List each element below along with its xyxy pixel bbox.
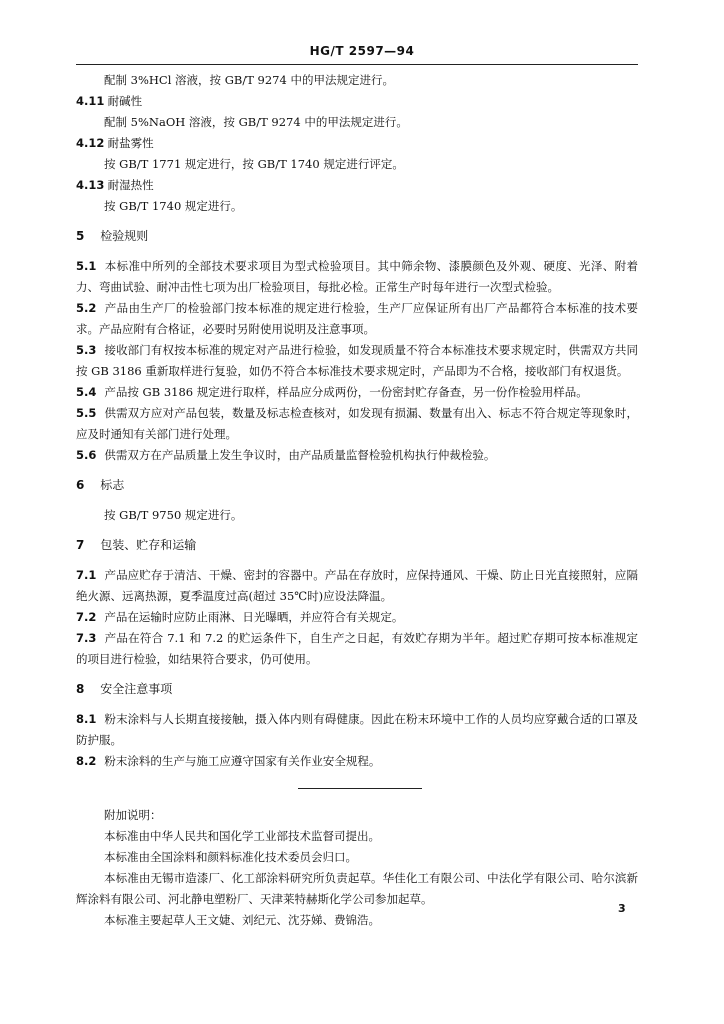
clause-number: 5.4 [76,385,97,399]
header-rule [76,64,638,65]
clause-5-2 [76,298,638,340]
section-title: 包装、贮存和运输 [100,538,197,552]
clause-7-1 [76,565,638,607]
section-number: 6 [76,478,85,492]
note-drafting-units: 本标准由无锡市造漆厂、化工部涂料研究所负责起草。华佳化工有限公司、中法化学有限公司、哈尔滨新辉涂料有限公司、河北静电塑粉厂、天津莱特赫斯化学公司参加起草。 [76,871,638,906]
clause-number: 5.3 [76,343,97,357]
clause-4-11-heading [76,91,638,112]
clause-number: 8.2 [76,754,97,768]
clause-number: 5.6 [76,448,97,462]
clause-4-11-text: 配制 5%NaOH 溶液，按 GB/T 9274 中的甲法规定进行。 [104,115,408,129]
clause-number: 7.3 [76,631,97,645]
clause-text: 供需双方在产品质量上发生争议时，由产品质量监督检验机构执行仲裁检验。 [104,448,496,462]
section-5-heading [76,226,638,247]
clause-text: 供需双方应对产品包装，数量及标志检查核对，如发现有损漏、数量有出入、标志不符合规定等现象时，应及时通知有关部门进行处理。 [76,406,638,441]
clause-5-5 [76,403,638,445]
section-title: 标志 [100,478,125,492]
clause-7-3 [76,628,638,670]
page-number: 3 [618,902,626,915]
clause-text: 产品由生产厂的检验部门按本标准的规定进行检验，生产厂应保证所有出厂产品都符合本标准的技术要求。产品应附有合格证，必要时另附使用说明及注意事项。 [76,301,638,336]
clause-text: 粉末涂料与人长期直接接触，摄入体内则有碍健康。因此在粉末环境中工作的人员均应穿戴合适的口罩及防护服。 [76,712,638,747]
clause-5-4 [76,382,638,403]
section-number: 7 [76,538,85,552]
clause-number: 5.5 [76,406,97,420]
clause-number: 4.11 [76,94,105,108]
section-8-heading [76,679,638,700]
clause-text: 产品在运输时应防止雨淋、日光曝晒，并应符合有关规定。 [104,610,404,624]
clause-8-2 [76,751,638,772]
section-6-text: 按 GB/T 9750 规定进行。 [104,508,243,522]
clause-number: 8.1 [76,712,97,726]
clause-text: 本标准中所列的全部技术要求项目为型式检验项目。其中筛余物、漆膜颜色及外观、硬度、光泽、附着力、弯曲试验、耐冲击性七项为出厂检验项目，每批必检。正常生产时每年进行一次型式检验。 [76,259,638,294]
clause-8-1 [76,709,638,751]
section-title: 检验规则 [100,229,149,243]
clause-text: 粉末涂料的生产与施工应遵守国家有关作业安全规程。 [104,754,381,768]
clause-5-3 [76,340,638,382]
section-number: 5 [76,229,85,243]
clause-5-6 [76,445,638,466]
clause-title: 耐湿热性 [107,178,154,192]
clause-title: 耐盐雾性 [107,136,154,150]
clause-text: 产品按 GB 3186 规定进行取样，样品应分成两份，一份密封贮存备查，另一份作检验用样品。 [104,385,588,399]
clause-5-1 [76,256,638,298]
clause-number: 4.13 [76,178,105,192]
clause-text: 产品在符合 7.1 和 7.2 的贮运条件下，自生产之日起，有效贮存期为半年。超过贮存期可按本标准规定的项目进行检验，如结果符合要求，仍可使用。 [76,631,638,666]
clause-4-13-text: 按 GB/T 1740 规定进行。 [104,199,243,213]
clause-number: 5.2 [76,301,97,315]
clause-7-2 [76,607,638,628]
section-title: 安全注意事项 [100,682,173,696]
clause-text: 接收部门有权按本标准的规定对产品进行检验，如发现质量不符合本标准技术要求规定时，供需双方共同按 GB 3186 重新取样进行复验，如仍不符合本标准技术要求规定时，产品即为不合格，接收部门有权退货。 [76,343,638,378]
notes-divider [298,788,422,789]
clause-4-12-heading [76,133,638,154]
clause-text: 产品应贮存于清洁、干燥、密封的容器中。产品在存放时，应保持通风、干燥、防止日光直接照射，应隔绝火源、远离热源，夏季温度过高(超过 35℃时)应设法降温。 [76,568,638,603]
section-number: 8 [76,682,85,696]
clause-4-12-text: 按 GB/T 1771 规定进行，按 GB/T 1740 规定进行评定。 [104,157,404,171]
section-6-heading [76,475,638,496]
clause-number: 4.12 [76,136,105,150]
document-body [76,70,638,931]
notes-heading: 附加说明： [104,808,162,822]
clause-number: 7.1 [76,568,97,582]
section-7-heading [76,535,638,556]
clause-4-13-heading [76,175,638,196]
note-committee: 本标准由全国涂料和颜料标准化技术委员会归口。 [104,850,357,864]
clause-number: 7.2 [76,610,97,624]
note-drafters: 本标准主要起草人王文婕、刘纪元、沈芬娣、费锦浩。 [104,913,380,927]
standard-code-header: HG/T 2597—94 [309,44,415,58]
clause-title: 耐碱性 [107,94,143,108]
clause-4-10-text: 配制 3%HCl 溶液，按 GB/T 9274 中的甲法规定进行。 [104,73,394,87]
note-proposer: 本标准由中华人民共和国化学工业部技术监督司提出。 [104,829,380,843]
clause-number: 5.1 [76,259,97,273]
